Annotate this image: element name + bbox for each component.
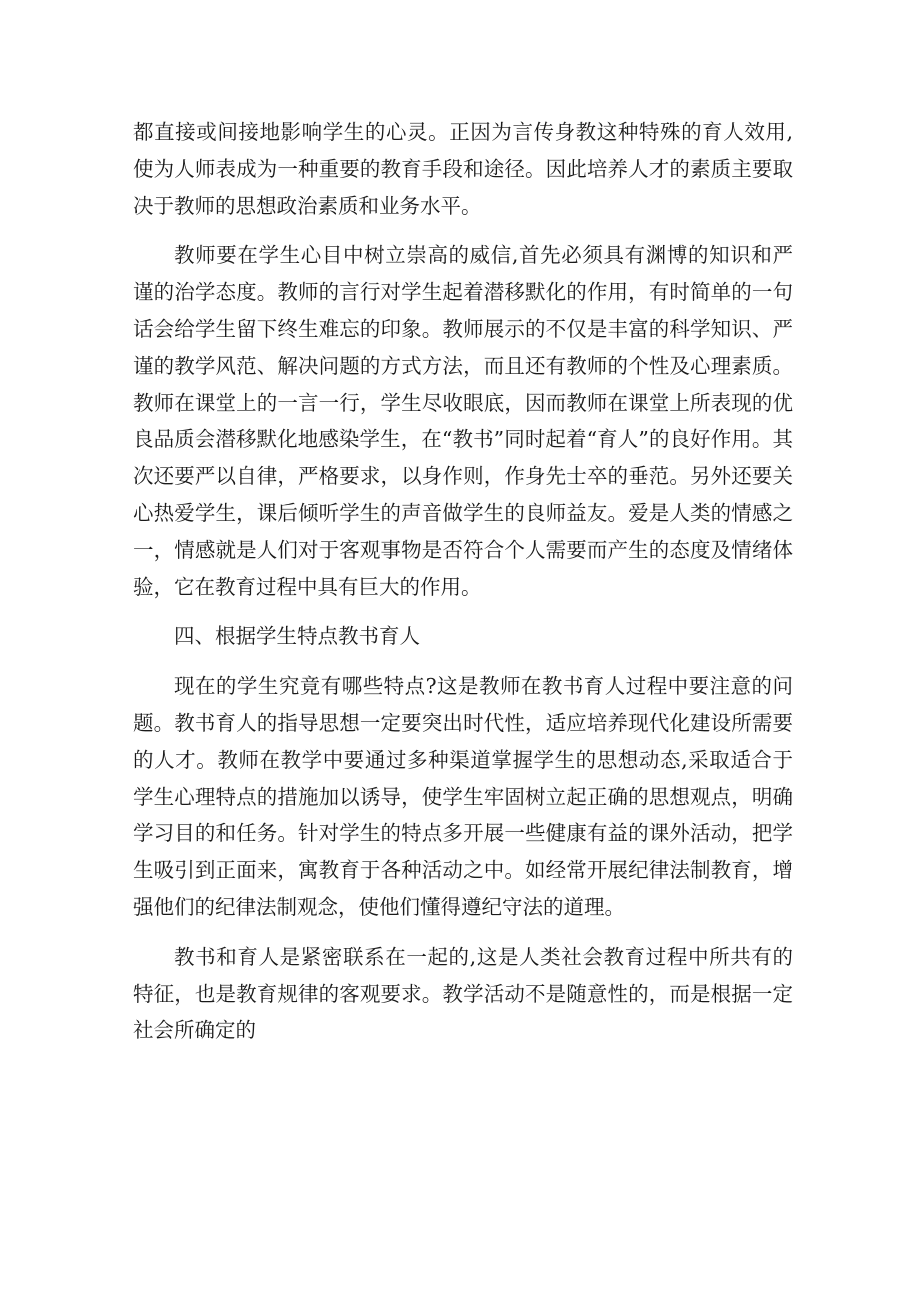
paragraph-4: 教书和育人是紧密联系在一起的,这是人类社会教育过程中所共有的特征，也是教育规律的客观要求。教学活动不是随意性的，而是根据一定社会所确定的 <box>133 944 793 1043</box>
paragraph-2: 教师要在学生心目中树立崇高的威信,首先必须具有渊博的知识和严谨的治学态度。教师的言行对学生起着潜移默化的作用，有时简单的一句话会给学生留下终生难忘的印象。教师展示的不仅是丰富的科学知识、严谨的教学风范、解决问题的方式方法，而且还有教师的个性及心理素质。教师在课堂上的一言一行，学生尽收眼底，因而教师在课堂上所表现的优良品质会潜移默化地感染学生，在“教书”同时起着“育人”的良好作用。其次还要严以自律，严格要求，以身作则，作身先士卒的垂范。另外还要关心热爱学生，课后倾听学生的声音做学生的良师益友。爱是人类的情感之一，情感就是人们对于客观事物是否符合个人需要而产生的态度及情绪体验，它在教育过程中具有巨大的作用。 <box>133 243 793 599</box>
paragraph-3: 现在的学生究竟有哪些特点?这是教师在教书育人过程中要注意的问题。教书育人的指导思想一定要突出时代性，适应培养现代化建设所需要的人才。教师在教学中要通过多种渠道掌握学生的思想动态,采取适合于学生心理特点的措施加以诱导，使学生牢固树立起正确的思想观点，明确学习目的和任务。针对学生的特点多开展一些健康有益的课外活动，把学生吸引到正面来，寓教育于各种活动之中。如经常开展纪律法制教育，增强他们的纪律法制观念，使他们懂得遵纪守法的道理。 <box>133 674 793 919</box>
paragraph-1: 都直接或间接地影响学生的心灵。正因为言传身教这种特殊的育人效用,使为人师表成为一种重要的教育手段和途径。因此培养人才的素质主要取决于教师的思想政治素质和业务水平。 <box>133 120 793 218</box>
section-heading: 四、根据学生特点教书育人 <box>174 624 420 649</box>
document-body <box>133 114 793 1062</box>
